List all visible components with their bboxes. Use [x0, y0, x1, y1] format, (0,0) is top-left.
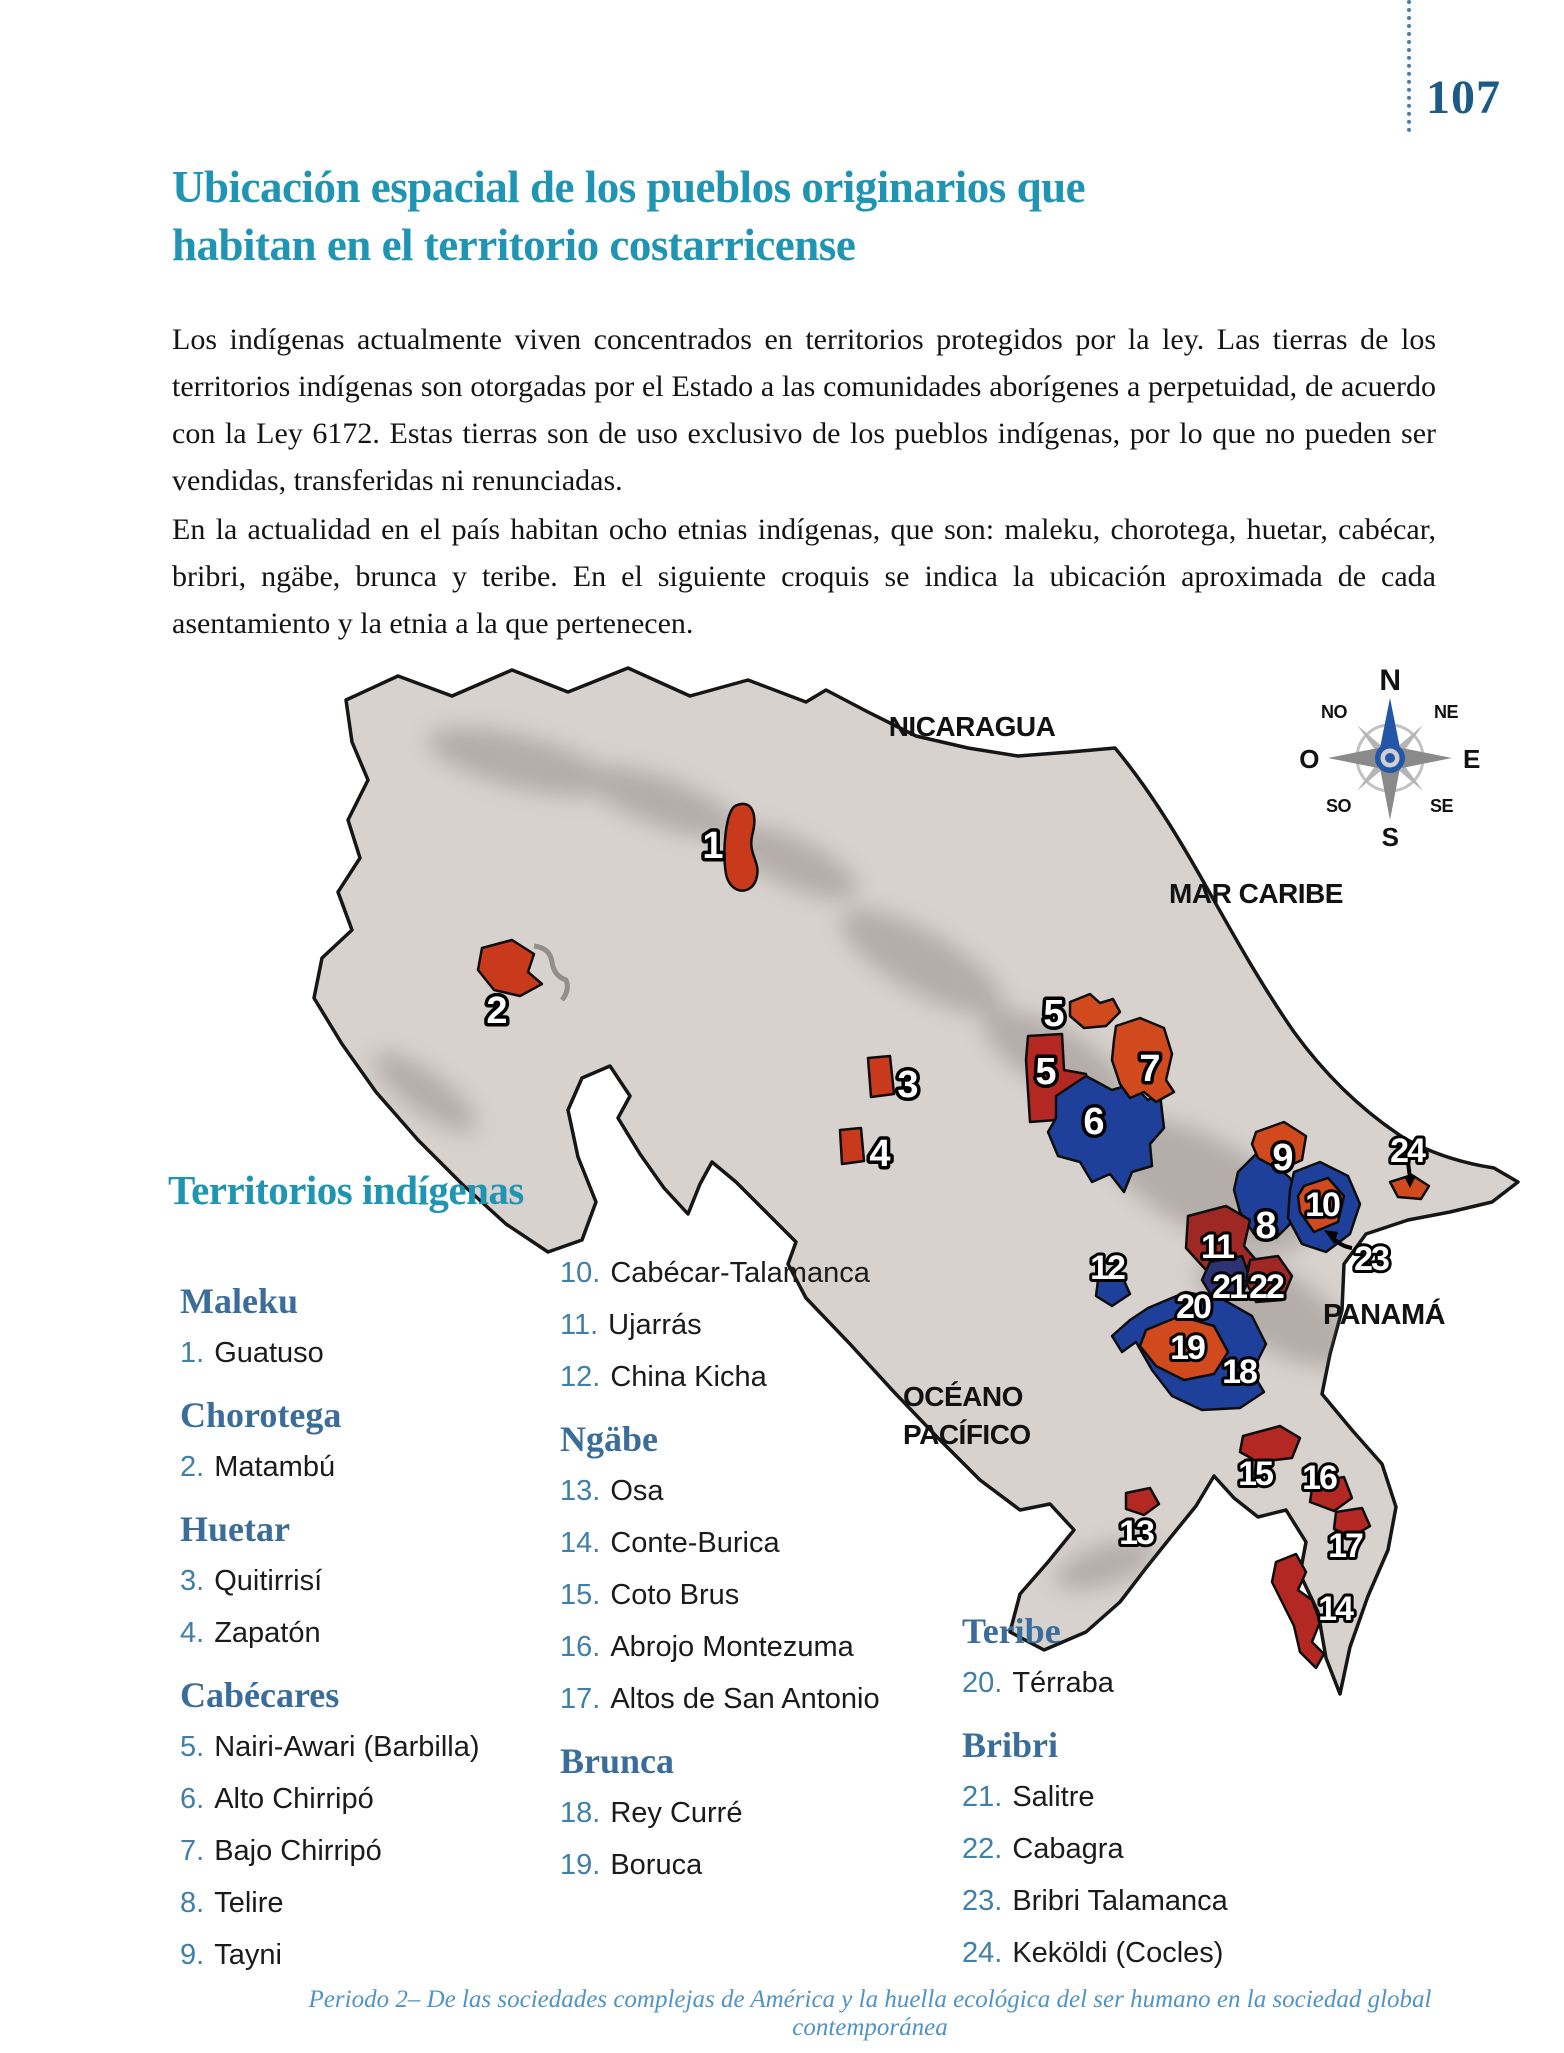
legend-item-number: 15.: [560, 1579, 601, 1611]
legend-item-number: 12.: [560, 1361, 601, 1393]
legend-group-items: [560, 1794, 940, 1884]
label-pacifico: PACÍFICO: [903, 1419, 1031, 1450]
map-number-16: 16: [1302, 1459, 1336, 1497]
map-number-7: 7: [1139, 1048, 1161, 1090]
legend-group-items: [180, 1562, 560, 1652]
legend-item-name: Cabécar-Talamanca: [610, 1257, 870, 1289]
map-number-17: 17: [1328, 1527, 1362, 1565]
legend-group-items: [560, 1254, 940, 1396]
legend-group: [962, 1724, 1342, 1972]
body-paragraph-1: Los indígenas actualmente viven concentrados en territorios protegidos por la ley. Las tierras de los territorios indígenas son otorgadas por el Estado a las comunidades aborígenes a perpetuidad, de acuerdo con la Ley 6172. Estas tierras son de uso exclusivo de los pueblos indígenas, por lo que no pueden ser vendidas, transferidas ni renunciadas.: [172, 323, 1436, 497]
legend-item: [962, 1882, 1342, 1920]
legend-item-number: 6.: [180, 1783, 205, 1815]
map-number-14: 14: [1318, 1590, 1352, 1628]
label-nicaragua: NICARAGUA: [888, 711, 1056, 742]
legend-column-3: [962, 1588, 1342, 1986]
legend-group-heading: Chorotega: [180, 1395, 342, 1435]
legend-item: [962, 1830, 1342, 1868]
compass-ne-label: NE: [1434, 702, 1459, 722]
compass-s-label: S: [1381, 822, 1399, 852]
legend-group-items: [180, 1334, 560, 1372]
legend-group-heading: Teribe: [962, 1611, 1061, 1651]
legend-item: [180, 1562, 560, 1600]
legend-item-name: Guatuso: [214, 1337, 324, 1369]
legend-group-heading: Brunca: [560, 1741, 675, 1781]
legend-item-number: 21.: [962, 1781, 1003, 1813]
legend-item-name: Telire: [214, 1887, 284, 1919]
compass-so-label: SO: [1325, 796, 1351, 816]
legend-item-number: 23.: [962, 1885, 1003, 1917]
legend-item: [962, 1664, 1342, 1702]
compass-no-label: NO: [1321, 702, 1347, 722]
legend-item-number: 10.: [560, 1257, 601, 1289]
legend-item-name: Coto Brus: [610, 1579, 740, 1611]
legend-item: [180, 1728, 560, 1766]
legend-item: [180, 1936, 560, 1974]
compass-o-label: O: [1299, 744, 1319, 774]
legend-item: [560, 1254, 940, 1292]
map-number-1: 1: [702, 825, 724, 867]
legend-item-name: Conte-Burica: [610, 1527, 780, 1559]
legend-group: [180, 1280, 560, 1372]
territory-3-quitirrisi: [868, 1056, 894, 1097]
legend-item-name: Ujarrás: [608, 1309, 702, 1341]
map-number-21: 21: [1212, 1268, 1246, 1306]
map-number-11: 11: [1201, 1228, 1233, 1266]
map-number-24: 24: [1390, 1132, 1424, 1170]
map-number-5b: 5: [1035, 1051, 1057, 1093]
legend-group-items: [962, 1778, 1342, 1972]
legend-column-2: [560, 1254, 940, 1898]
legend-group: [560, 1740, 940, 1884]
legend-item: [560, 1472, 940, 1510]
legend-item: [962, 1934, 1342, 1972]
legend-group: [180, 1674, 560, 1974]
legend-group: [560, 1254, 940, 1396]
legend-item: [560, 1306, 940, 1344]
legend-item-number: 4.: [180, 1617, 205, 1649]
territory-4-zapaton: [840, 1128, 864, 1164]
legend-item-name: Salitre: [1012, 1781, 1095, 1813]
legend-title: Territorios indígenas: [168, 1167, 524, 1213]
label-oceano: OCÉANO: [903, 1381, 1023, 1412]
label-mar-caribe: MAR CARIBE: [1169, 878, 1343, 909]
legend-item: [560, 1576, 940, 1614]
legend-group-items: [180, 1448, 560, 1486]
map-number-4: 4: [869, 1133, 891, 1175]
legend-item-name: Zapatón: [214, 1617, 321, 1649]
map-number-6: 6: [1083, 1101, 1105, 1143]
legend-item: [180, 1614, 560, 1652]
legend-group-items: [560, 1472, 940, 1718]
legend-item-number: 24.: [962, 1937, 1003, 1969]
legend-column-1: [180, 1258, 560, 1988]
legend-item-name: Osa: [610, 1475, 664, 1507]
compass-se-label: SE: [1430, 796, 1454, 816]
map-number-19: 19: [1170, 1329, 1204, 1367]
map-number-18: 18: [1222, 1353, 1256, 1391]
legend-item: [180, 1832, 560, 1870]
map-number-2: 2: [486, 990, 508, 1032]
footer-period-caption: Periodo 2– De las sociedades complejas de América y la huella ecológica del ser humano en la sociedad global contemporánea: [308, 1986, 1432, 2041]
legend-group-heading: Ngäbe: [560, 1419, 658, 1459]
legend-group-items: [962, 1664, 1342, 1702]
legend-item: [180, 1334, 560, 1372]
legend-group-items: [180, 1728, 560, 1974]
legend-group: [962, 1610, 1342, 1702]
legend-item-number: 1.: [180, 1337, 205, 1369]
legend-item-name: Alto Chirripó: [214, 1783, 374, 1815]
map-number-13: 13: [1119, 1514, 1153, 1552]
legend-item: [560, 1524, 940, 1562]
map-number-10: 10: [1305, 1186, 1339, 1224]
body-paragraph-2: En la actualidad en el país habitan ocho etnias indígenas, que son: maleku, chorotega, huetar, cabécar, bribri, ngäbe, brunca y teribe. En el siguiente croquis se indica la ubicación aproximada de cada asentamiento y la etnia a la que pertenecen.: [172, 513, 1436, 640]
legend-item-name: Tayni: [214, 1939, 282, 1971]
legend-item: [560, 1680, 940, 1718]
legend-group: [180, 1508, 560, 1652]
legend-group: [560, 1418, 940, 1718]
legend-item-number: 17.: [560, 1683, 601, 1715]
legend-item-number: 9.: [180, 1939, 205, 1971]
legend-item-number: 22.: [962, 1833, 1003, 1865]
legend-item-name: Boruca: [610, 1849, 703, 1881]
map-number-20: 20: [1176, 1288, 1210, 1326]
legend-group-heading: Huetar: [180, 1509, 290, 1549]
legend-item-number: 3.: [180, 1565, 205, 1597]
map-number-15: 15: [1238, 1455, 1272, 1493]
legend-item-number: 20.: [962, 1667, 1003, 1699]
page-number: 107: [1426, 71, 1501, 124]
legend-item-name: Bajo Chirripó: [214, 1835, 382, 1867]
legend-item-name: Térraba: [1012, 1667, 1114, 1699]
map-number-12: 12: [1090, 1249, 1124, 1287]
legend-item-name: Quitirrisí: [214, 1565, 323, 1597]
legend-item-number: 11.: [560, 1309, 599, 1341]
compass-e-label: E: [1463, 744, 1480, 774]
legend-group-heading: Bribri: [962, 1725, 1058, 1765]
map-number-22: 22: [1249, 1268, 1283, 1306]
territory-1-guatuso: [724, 804, 757, 891]
legend-item: [180, 1448, 560, 1486]
map-number-5a: 5: [1043, 993, 1065, 1035]
legend-item-name: Keköldi (Cocles): [1012, 1937, 1224, 1969]
legend-item-number: 19.: [560, 1849, 601, 1881]
legend-item-name: China Kicha: [610, 1361, 767, 1393]
legend-item-number: 13.: [560, 1475, 601, 1507]
legend-item-number: 5.: [180, 1731, 205, 1763]
legend-item-number: 18.: [560, 1797, 601, 1829]
legend-group-heading: Cabécares: [180, 1675, 340, 1715]
legend-item: [560, 1846, 940, 1884]
legend-group: [180, 1394, 560, 1486]
legend-item: [180, 1780, 560, 1818]
legend-item-name: Cabagra: [1012, 1833, 1124, 1865]
legend-item: [560, 1628, 940, 1666]
page-title-line1: Ubicación espacial de los pueblos originarios que: [172, 162, 1086, 212]
legend-item: [962, 1778, 1342, 1816]
legend-item-number: 2.: [180, 1451, 205, 1483]
legend-item: [560, 1358, 940, 1396]
legend-item-name: Matambú: [214, 1451, 336, 1483]
map-number-23: 23: [1354, 1240, 1388, 1278]
legend-item-number: 16.: [560, 1631, 601, 1663]
legend-item-name: Altos de San Antonio: [610, 1683, 880, 1715]
legend-item-name: Rey Curré: [610, 1797, 743, 1829]
page-title-line2: habitan en el territorio costarricense: [172, 220, 856, 270]
legend-item-name: Nairi-Awari (Barbilla): [214, 1731, 480, 1763]
legend-item-number: 14.: [560, 1527, 601, 1559]
map-number-3: 3: [897, 1064, 919, 1106]
legend-group-heading: Maleku: [180, 1281, 299, 1321]
map-number-8: 8: [1255, 1205, 1277, 1247]
legend-item-name: Bribri Talamanca: [1012, 1885, 1228, 1917]
compass-n-label: N: [1379, 664, 1401, 697]
legend-item-number: 8.: [180, 1887, 205, 1919]
legend-item: [560, 1794, 940, 1832]
legend-item-number: 7.: [180, 1835, 205, 1867]
compass-rose-icon: [1299, 664, 1480, 852]
label-panama: PANAMÁ: [1322, 1299, 1446, 1331]
legend-item-name: Abrojo Montezuma: [610, 1631, 854, 1663]
legend-item: [180, 1884, 560, 1922]
map-number-9: 9: [1272, 1137, 1294, 1179]
